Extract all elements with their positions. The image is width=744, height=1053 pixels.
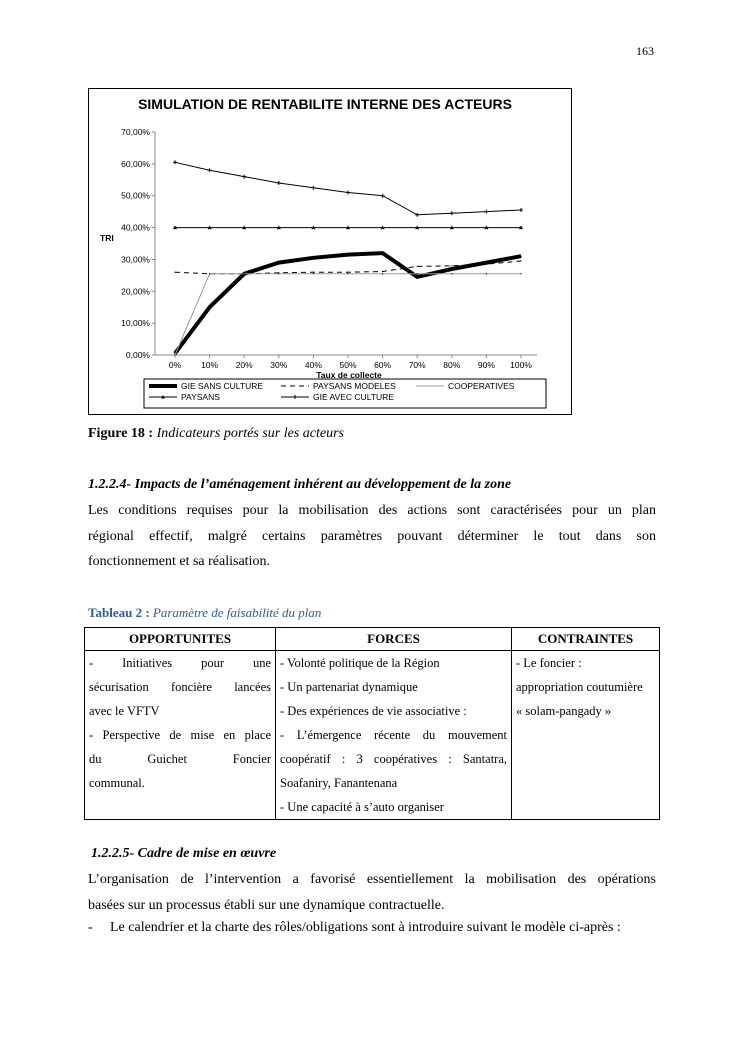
x-axis-title: Taux de collecte — [316, 370, 382, 380]
x-tick-label: 100% — [510, 360, 532, 370]
data-point-gie-avec-culture — [450, 211, 454, 215]
cell-line: communal. — [89, 776, 145, 790]
cell-line: appropriation coutumière — [516, 680, 643, 694]
x-tick-label: 20% — [235, 360, 253, 370]
header-forces: FORCES — [276, 628, 512, 651]
data-point-cooperatives — [244, 273, 245, 274]
legend-label-paysans: PAYSANS — [181, 392, 220, 402]
table-caption-label: Tableau 2 : — [88, 605, 150, 620]
x-tick-label: 60% — [374, 360, 392, 370]
data-point-cooperatives — [313, 273, 314, 274]
y-tick-label: 60,00% — [121, 158, 150, 169]
y-tick-label: 40,00% — [121, 222, 150, 233]
x-tick-label: 30% — [270, 360, 288, 370]
paragraph-line: fonctionnement et sa réalisation. — [88, 554, 270, 569]
cell-line: coopératif : 3 coopératives : Santatra, — [280, 752, 507, 766]
data-point-gie-avec-culture — [484, 210, 488, 214]
data-point-paysans-modeles — [174, 272, 175, 273]
cell-line: Soafaniry, Fanantenana — [280, 776, 398, 790]
data-point-paysans-modeles — [486, 264, 487, 265]
data-point-cooperatives — [278, 273, 279, 274]
figure-caption-text: Indicateurs portés sur les acteurs — [156, 426, 345, 441]
data-point-paysans-modeles — [417, 266, 418, 267]
cell-line: « solam-pangady » — [516, 704, 612, 718]
legend-marker-gie-avec-culture — [293, 395, 297, 399]
section-title-cadre: 1.2.2.5- Cadre de mise en œuvre — [91, 846, 277, 861]
y-tick-label: 50,00% — [121, 190, 150, 201]
x-tick-label: 0% — [168, 360, 182, 370]
x-tick-label: 90% — [477, 360, 495, 370]
data-point-cooperatives — [451, 273, 452, 274]
section-paragraph-impacts — [88, 498, 656, 575]
data-point-gie-avec-culture — [381, 194, 385, 198]
data-point-gie-sans-culture — [278, 262, 279, 263]
data-point-cooperatives — [417, 273, 418, 274]
data-point-gie-sans-culture — [451, 268, 452, 269]
data-point-gie-avec-culture — [173, 160, 177, 164]
table-caption — [88, 605, 321, 621]
cell-line: - L’émergence récente du mouvement — [280, 728, 507, 742]
y-axis-title: TRI — [100, 233, 114, 243]
line-chart — [89, 89, 573, 416]
legend-label-gie-sans-culture: GIE SANS CULTURE — [181, 381, 264, 391]
y-tick-label: 70,00% — [121, 127, 150, 137]
dash-bullet: - — [88, 920, 93, 935]
cell-line: - Un partenariat dynamique — [280, 680, 418, 694]
data-point-gie-sans-culture — [313, 257, 314, 258]
page-number: 163 — [636, 44, 654, 58]
y-tick-label: 10,00% — [121, 318, 150, 329]
x-tick-label: 80% — [443, 360, 461, 370]
y-tick-label: 0,00% — [125, 350, 150, 360]
x-tick-label: 50% — [339, 360, 357, 370]
data-point-gie-avec-culture — [277, 181, 281, 185]
data-point-gie-sans-culture — [520, 256, 521, 257]
data-point-gie-avec-culture — [311, 186, 315, 190]
series-line-cooperatives — [175, 274, 521, 355]
paragraph-line: Les conditions requises pour la mobilisation des actions sont caractérisées pour un plan — [88, 503, 656, 518]
data-point-gie-sans-culture — [382, 252, 383, 253]
cell-line: - Volonté politique de la Région — [280, 656, 440, 670]
series-line-gie-avec-culture — [175, 162, 521, 215]
data-point-gie-avec-culture — [346, 191, 350, 195]
cell-line: - Une capacité à s’auto organiser — [280, 800, 444, 814]
data-point-paysans-modeles — [451, 265, 452, 266]
data-point-gie-sans-culture — [486, 262, 487, 263]
data-point-paysans-modeles — [313, 272, 314, 273]
data-point-paysans-modeles — [347, 272, 348, 273]
cell-forces — [276, 651, 512, 820]
table-caption-text: Paramètre de faisabilité du plan — [152, 605, 322, 620]
series-line-gie-sans-culture — [175, 253, 521, 353]
y-tick-label: 20,00% — [121, 286, 150, 297]
figure-caption-label: Figure 18 : — [88, 426, 154, 441]
cell-opportunites — [85, 651, 276, 820]
x-tick-label: 10% — [201, 360, 219, 370]
cell-line: - Perspective de mise en place — [89, 728, 271, 742]
x-tick-label: 40% — [304, 360, 322, 370]
feasibility-table — [84, 627, 660, 820]
figure-caption — [88, 426, 344, 442]
legend-label-cooperatives: COOPERATIVES — [448, 381, 515, 391]
chart-figure — [88, 88, 572, 415]
cell-line: - Le foncier : — [516, 656, 582, 670]
cell-line: sécurisation foncière lancées — [89, 680, 271, 694]
cell-line: - Initiatives pour une — [89, 656, 271, 670]
table-header-row — [85, 628, 660, 651]
data-point-gie-avec-culture — [242, 175, 246, 179]
data-point-cooperatives — [382, 273, 383, 274]
data-point-gie-sans-culture — [417, 276, 418, 277]
data-point-paysans-modeles — [382, 271, 383, 272]
data-point-cooperatives — [520, 273, 521, 274]
data-point-gie-sans-culture — [209, 307, 210, 308]
data-point-cooperatives — [347, 273, 348, 274]
bullet-item — [88, 918, 656, 938]
legend-label-gie-avec-culture: GIE AVEC CULTURE — [313, 392, 394, 402]
cell-contraintes — [512, 651, 660, 820]
x-tick-label: 70% — [408, 360, 426, 370]
data-point-cooperatives — [209, 273, 210, 274]
cell-line: - Des expériences de vie associative : — [280, 704, 467, 718]
cell-line: avec le VFTV — [89, 704, 160, 718]
paragraph-line: L’organisation de l’intervention a favorisé essentiellement la mobilisation des opérations — [88, 872, 656, 887]
header-opportunites: OPPORTUNITES — [85, 628, 276, 651]
section-title-impacts: 1.2.2.4- Impacts de l’aménagement inhérent au développement de la zone — [88, 477, 512, 492]
data-point-cooperatives — [486, 273, 487, 274]
data-point-gie-avec-culture — [208, 168, 212, 172]
paragraph-line: basées sur un processus établi sur une dynamique contractuelle. — [88, 897, 445, 913]
y-tick-label: 30,00% — [121, 254, 150, 265]
data-point-gie-avec-culture — [519, 208, 523, 212]
table-row — [85, 651, 660, 820]
data-point-paysans-modeles — [520, 260, 521, 261]
data-point-gie-sans-culture — [347, 254, 348, 255]
data-point-cooperatives — [174, 354, 175, 355]
legend-label-paysans-modeles: PAYSANS MODELES — [313, 381, 396, 391]
section-paragraph-cadre — [88, 867, 656, 918]
paragraph-line: régional effectif, malgré certains paramètres pouvant déterminer le tout dans son — [88, 528, 656, 544]
data-point-gie-avec-culture — [415, 213, 419, 217]
bullet-text: Le calendrier et la charte des rôles/obligations sont à introduire suivant le modèle ci-après : — [110, 920, 621, 935]
cell-line: du Guichet Foncier — [89, 752, 271, 766]
chart-title: SIMULATION DE RENTABILITE INTERNE DES ACTEURS — [138, 96, 512, 112]
header-contraintes: CONTRAINTES — [512, 628, 660, 651]
